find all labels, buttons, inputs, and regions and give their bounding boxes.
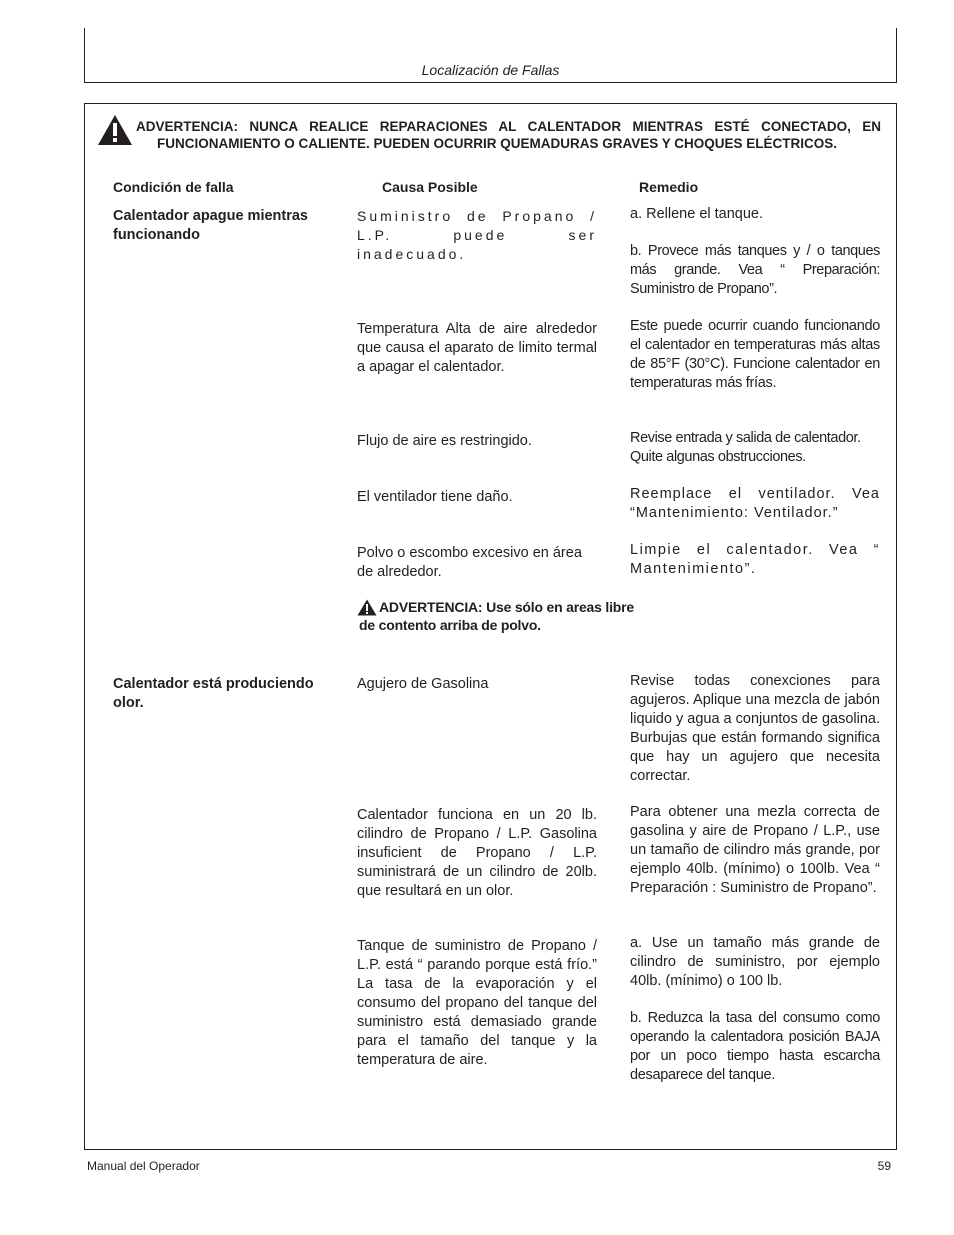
cause-text: Suministro de Propano / L.P. puede ser inadecuado.	[357, 208, 597, 262]
page-number: 59	[877, 1159, 891, 1173]
remedy-text: Reemplace el ventilador. Vea “Mantenimiento: Ventilador.”	[630, 486, 880, 521]
cause-text: Polvo o escombo excesivo en área de alrededor.	[357, 545, 582, 580]
remedy-text: Revise todas conexciones para agujeros. Aplique una mezcla de jabón liquido y agua a conjuntos de gasolina. Burbujas que están formando significa que hay un agujero que necesita correctar.	[630, 673, 880, 784]
remedy-text: b. Reduzca la tasa del consumo como operando la calentadora posición BAJA por un poco tiempo hasta escarcha desaparece del tanque.	[630, 1010, 880, 1083]
page-section-title: Localización de Fallas	[421, 62, 560, 78]
dust-warning-note: ADVERTENCIA: Use sólo en areas libre de contento arriba de polvo.	[359, 599, 634, 633]
warning-text: ADVERTENCIA: NUNCA REALICE REPARACIONES AL CALENTADOR MIENTRAS ESTÉ CONECTADO, EN FUNCIONAMIENTO O CALIENTE. PUEDEN OCURRIR QUEMADURAS GRAVES Y CHOQUES ELÉCTRICOS.	[136, 119, 881, 151]
cause-text: Calentador funciona en un 20 lb. cilindro de Propano / L.P. Gasolina insuficient de Propano / L.P. suministrará de un cilindro de 20lb. que resultará en un olor.	[357, 807, 597, 899]
cause-text: Temperatura Alta de aire alrededor que causa el aparato de limito termal a apagar el calentador.	[357, 321, 597, 375]
remedy-text: b. Provece más tanques y / o tanques más grande. Vea “ Preparación: Suministro de Propano”.	[630, 243, 880, 297]
footer-manual-title: Manual del Operador	[87, 1159, 200, 1173]
condition-label: Calentador está produciendo olor.	[113, 676, 314, 711]
remedy-text: a. Use un tamaño más grande de cilindro de suministro, por ejemplo 40lb. (mínimo) o 100 lb.	[630, 935, 880, 989]
header-frame	[84, 28, 897, 83]
column-header-remedy: Remedio	[639, 179, 699, 195]
column-header-condition: Condición de falla	[113, 179, 234, 195]
remedy-text: Limpie el calentador. Vea “ Mantenimiento”.	[630, 542, 880, 577]
remedy-text: a. Rellene el tanque.	[630, 206, 764, 222]
remedy-text: Este puede ocurrir cuando funcionando el calentador en temperaturas más altas de 85°F (30°C). Funcione calentador en temperaturas más frías.	[630, 318, 880, 391]
cause-text: Agujero de Gasolina	[357, 676, 489, 692]
cause-text: Flujo de aire es restringido.	[357, 433, 532, 449]
condition-label: Calentador apague mientras funcionando	[113, 208, 308, 243]
cause-text: El ventilador tiene daño.	[357, 489, 513, 505]
cause-text: Tanque de suministro de Propano / L.P. está “ parando porque está frío.” La tasa de la evaporación y el consumo del propano del tanque del suministro está demasiado grande para el tamaño del tanque y la temperatura de aire.	[357, 938, 597, 1068]
remedy-text: Revise entrada y salida de calentador. Quite algunas obstrucciones.	[630, 430, 861, 465]
warning-triangle-icon	[97, 114, 133, 146]
remedy-text: Para obtener una mezla correcta de gasolina y aire de Propano / L.P., use un tamaño de cilindro más grande, por ejemplo 40lb. (mínimo) o 100lb. Vea “ Preparación : Suministro de Propano”.	[630, 804, 880, 896]
column-header-cause: Causa Posible	[382, 179, 478, 195]
